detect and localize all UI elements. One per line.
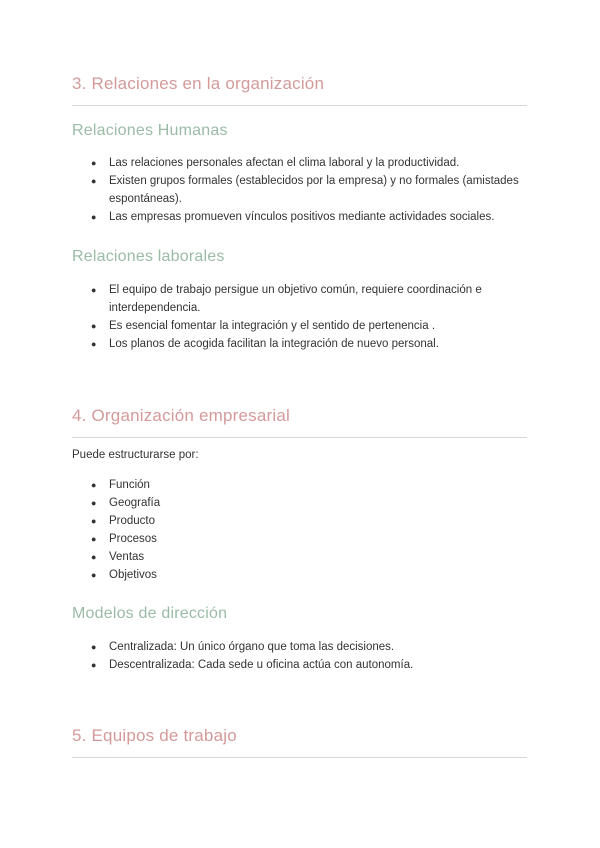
list-item xyxy=(72,281,527,317)
bullet-icon: ● xyxy=(91,212,97,222)
list-item-text: Producto xyxy=(109,515,156,527)
bullet-icon: ● xyxy=(91,339,97,349)
modelos-direccion-heading: Modelos de dirección xyxy=(72,605,228,622)
section-4-heading: 4. Organización empresarial xyxy=(72,405,527,438)
estructura-list xyxy=(72,476,527,584)
list-item-text: Objetivos xyxy=(109,569,157,581)
list-item xyxy=(72,335,527,353)
bullet-icon: ● xyxy=(91,480,97,490)
list-item-text: Geografía xyxy=(109,497,161,509)
list-item xyxy=(72,317,527,335)
section-4-intro: Puede estructurarse por: xyxy=(72,449,199,461)
bullet-icon: ● xyxy=(91,552,97,562)
list-item xyxy=(72,512,527,530)
section-3-heading: 3. Relaciones en la organización xyxy=(72,73,527,106)
bullet-icon: ● xyxy=(91,570,97,580)
relaciones-laborales-heading: Relaciones laborales xyxy=(72,248,225,265)
section-5-heading: 5. Equipos de trabajo xyxy=(72,725,527,758)
list-item xyxy=(72,656,527,674)
list-item xyxy=(72,476,527,494)
list-item-text: Los planos de acogida facilitan la integración de nuevo personal. xyxy=(109,338,439,350)
list-item-text: Las empresas promueven vínculos positivos mediante actividades sociales. xyxy=(109,211,495,223)
list-item xyxy=(72,154,527,172)
relaciones-humanas-heading: Relaciones Humanas xyxy=(72,122,228,139)
list-item xyxy=(72,530,527,548)
bullet-icon: ● xyxy=(91,642,97,652)
list-item xyxy=(72,172,527,208)
bullet-icon: ● xyxy=(91,498,97,508)
bullet-icon: ● xyxy=(91,158,97,168)
list-item xyxy=(72,208,527,226)
list-item xyxy=(72,548,527,566)
bullet-icon: ● xyxy=(91,660,97,670)
list-item-text: Las relaciones personales afectan el clima laboral y la productividad. xyxy=(109,157,460,169)
list-item-text: Descentralizada: Cada sede u oficina actúa con autonomía. xyxy=(109,659,414,671)
bullet-icon: ● xyxy=(91,516,97,526)
list-item-text: Ventas xyxy=(109,551,145,563)
list-item xyxy=(72,494,527,512)
list-item xyxy=(72,638,527,656)
bullet-icon: ● xyxy=(91,534,97,544)
bullet-icon: ● xyxy=(91,321,97,331)
modelos-direccion-list xyxy=(72,638,527,674)
list-item-text: Función xyxy=(109,479,150,491)
list-item xyxy=(72,566,527,584)
list-item-text: Procesos xyxy=(109,533,157,545)
bullet-icon: ● xyxy=(91,285,97,295)
relaciones-humanas-list xyxy=(72,154,527,226)
bullet-icon: ● xyxy=(91,176,97,186)
list-item-text: Existen grupos formales (establecidos por la empresa) y no formales (amistades espontáneas). xyxy=(109,175,519,205)
relaciones-laborales-list xyxy=(72,281,527,353)
list-item-text: Es esencial fomentar la integración y el sentido de pertenencia . xyxy=(109,320,436,332)
list-item-text: El equipo de trabajo persigue un objetivo común, requiere coordinación e interdependencia. xyxy=(109,284,482,314)
list-item-text: Centralizada: Un único órgano que toma las decisiones. xyxy=(109,641,395,653)
